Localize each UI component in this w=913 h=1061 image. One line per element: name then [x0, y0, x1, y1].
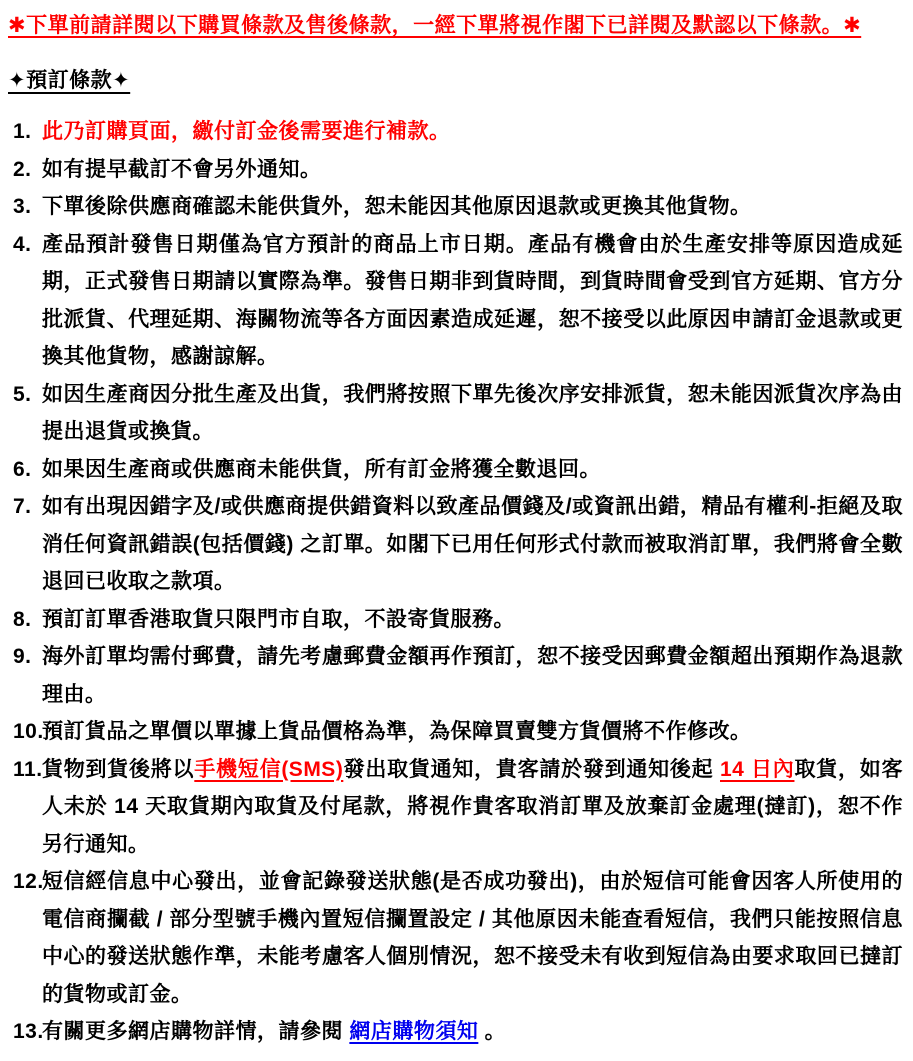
term-segment: 短信經信息中心發出，並會記錄發送狀態(是否成功發出)，由於短信可能會因客人所使用的電信商攔截 / 部分型號手機內置短信攔置設定 / 其他原因未能查看短信，我們只能按照信息中心的發送狀態作準，未能考慮客人個別情況，恕不接受未有收到短信為由要求取回已撻訂的貨物或訂金。 [42, 870, 903, 1006]
term-segment: 下單後除供應商確認未能供貨外，恕未能因其他原因退款或更換其他貨物。 [42, 195, 752, 218]
term-item-12 [8, 863, 903, 1013]
term-segment: 如有提早截訂不會另外通知。 [42, 157, 322, 181]
term-item-8 [8, 601, 903, 639]
term-text [42, 870, 903, 1006]
section-title: ✦預訂條款✦ [8, 68, 131, 92]
term-number: 1. [13, 120, 32, 143]
term-text [42, 195, 752, 218]
term-item-9 [8, 638, 903, 713]
term-number: 9. [13, 645, 32, 668]
term-item-3 [8, 188, 903, 226]
term-item-13 [8, 1013, 903, 1051]
term-segment: 有關更多網店購物詳情，請參閱 [42, 1020, 350, 1043]
term-text [42, 758, 903, 856]
term-text [42, 458, 601, 481]
term-text [42, 645, 903, 706]
term-number: 13. [13, 1020, 44, 1043]
term-segment: 此乃訂購頁面，繳付訂金後需要進行補款。 [42, 120, 451, 143]
term-segment: 如因生產商因分批生產及出貨，我們將按照下單先後次序安排派貨，恕未能因派貨次序為由提出退貨或換貨。 [42, 382, 903, 443]
term-number: 11. [13, 757, 43, 781]
term-segment: 發出取貨通知，貴客請於發到通知後起 [343, 757, 720, 781]
term-text [42, 495, 903, 593]
term-number: 8. [13, 607, 32, 631]
term-number: 4. [13, 232, 32, 256]
term-number: 5. [13, 382, 32, 406]
term-item-5 [8, 376, 903, 451]
term-segment: 預訂訂單香港取貨只限門市自取，不設寄貨服務。 [42, 607, 515, 631]
term-text [42, 720, 752, 743]
term-item-1 [8, 113, 903, 151]
term-item-7 [8, 488, 903, 601]
term-item-6 [8, 451, 903, 489]
term-text [42, 233, 903, 369]
term-segment: 預訂貨品之單價以單據上貨品價格為準，為保障買賣雙方貨價將不作修改。 [42, 720, 752, 743]
term-item-4 [8, 226, 903, 376]
term-segment: 。 [478, 1020, 507, 1043]
term-text [42, 383, 903, 444]
term-number: 7. [13, 495, 32, 518]
term-text [42, 1020, 506, 1043]
term-segment: 海外訂單均需付郵費，請先考慮郵費金額再作預訂，恕不接受因郵費金額超出預期作為退款理由。 [42, 645, 903, 706]
term-text [42, 120, 451, 143]
term-number: 6. [13, 457, 32, 481]
term-item-11 [8, 751, 903, 864]
term-number: 3. [13, 195, 32, 218]
term-segment: 產品預計發售日期僅為官方預計的商品上市日期。產品有機會由於生產安排等原因造成延期，正式發售日期請以實際為準。發售日期非到貨時間，到貨時間會受到官方延期、官方分批派貨、代理延期、海關物流等各方面因素造成延遲，恕不接受以此原因申請訂金退款或更換其他貨物，感謝諒解。 [42, 232, 903, 368]
terms-list [8, 113, 903, 1051]
term-item-2 [8, 151, 903, 189]
term-segment: 取貨，如客人未於 14 天取貨期內取貨及付尾款，將視作貴客取消訂單及放棄訂金處理(撻訂)，恕不作另行通知。 [42, 757, 903, 856]
term-item-10 [8, 713, 903, 751]
term-segment: 如果因生產商或供應商未能供貨，所有訂金將獲全數退回。 [42, 457, 601, 481]
term-number: 2. [13, 157, 32, 181]
term-text [42, 158, 322, 181]
term-text [42, 608, 515, 631]
term-highlight: 14 日內 [720, 757, 795, 781]
term-segment: 如有出現因錯字及/或供應商提供錯資料以致產品價錢及/或資訊出錯，精品有權利-拒絕及取消任何資訊錯誤(包括價錢) 之訂單。如閣下已用任何形式付款而被取消訂單，我們將會全數退回已收取之款項。 [42, 495, 903, 593]
term-number: 10. [13, 720, 44, 743]
term-number: 12. [13, 870, 44, 893]
store-shopping-guide-link[interactable]: 網店購物須知 [349, 1020, 479, 1043]
term-highlight: 手機短信(SMS) [194, 757, 344, 781]
pre-order-warning-banner: ✱下單前請詳閱以下購買條款及售後條款，一經下單將視作閣下已詳閱及默認以下條款。✱ [8, 14, 862, 37]
term-segment: 貨物到貨後將以 [42, 757, 195, 781]
